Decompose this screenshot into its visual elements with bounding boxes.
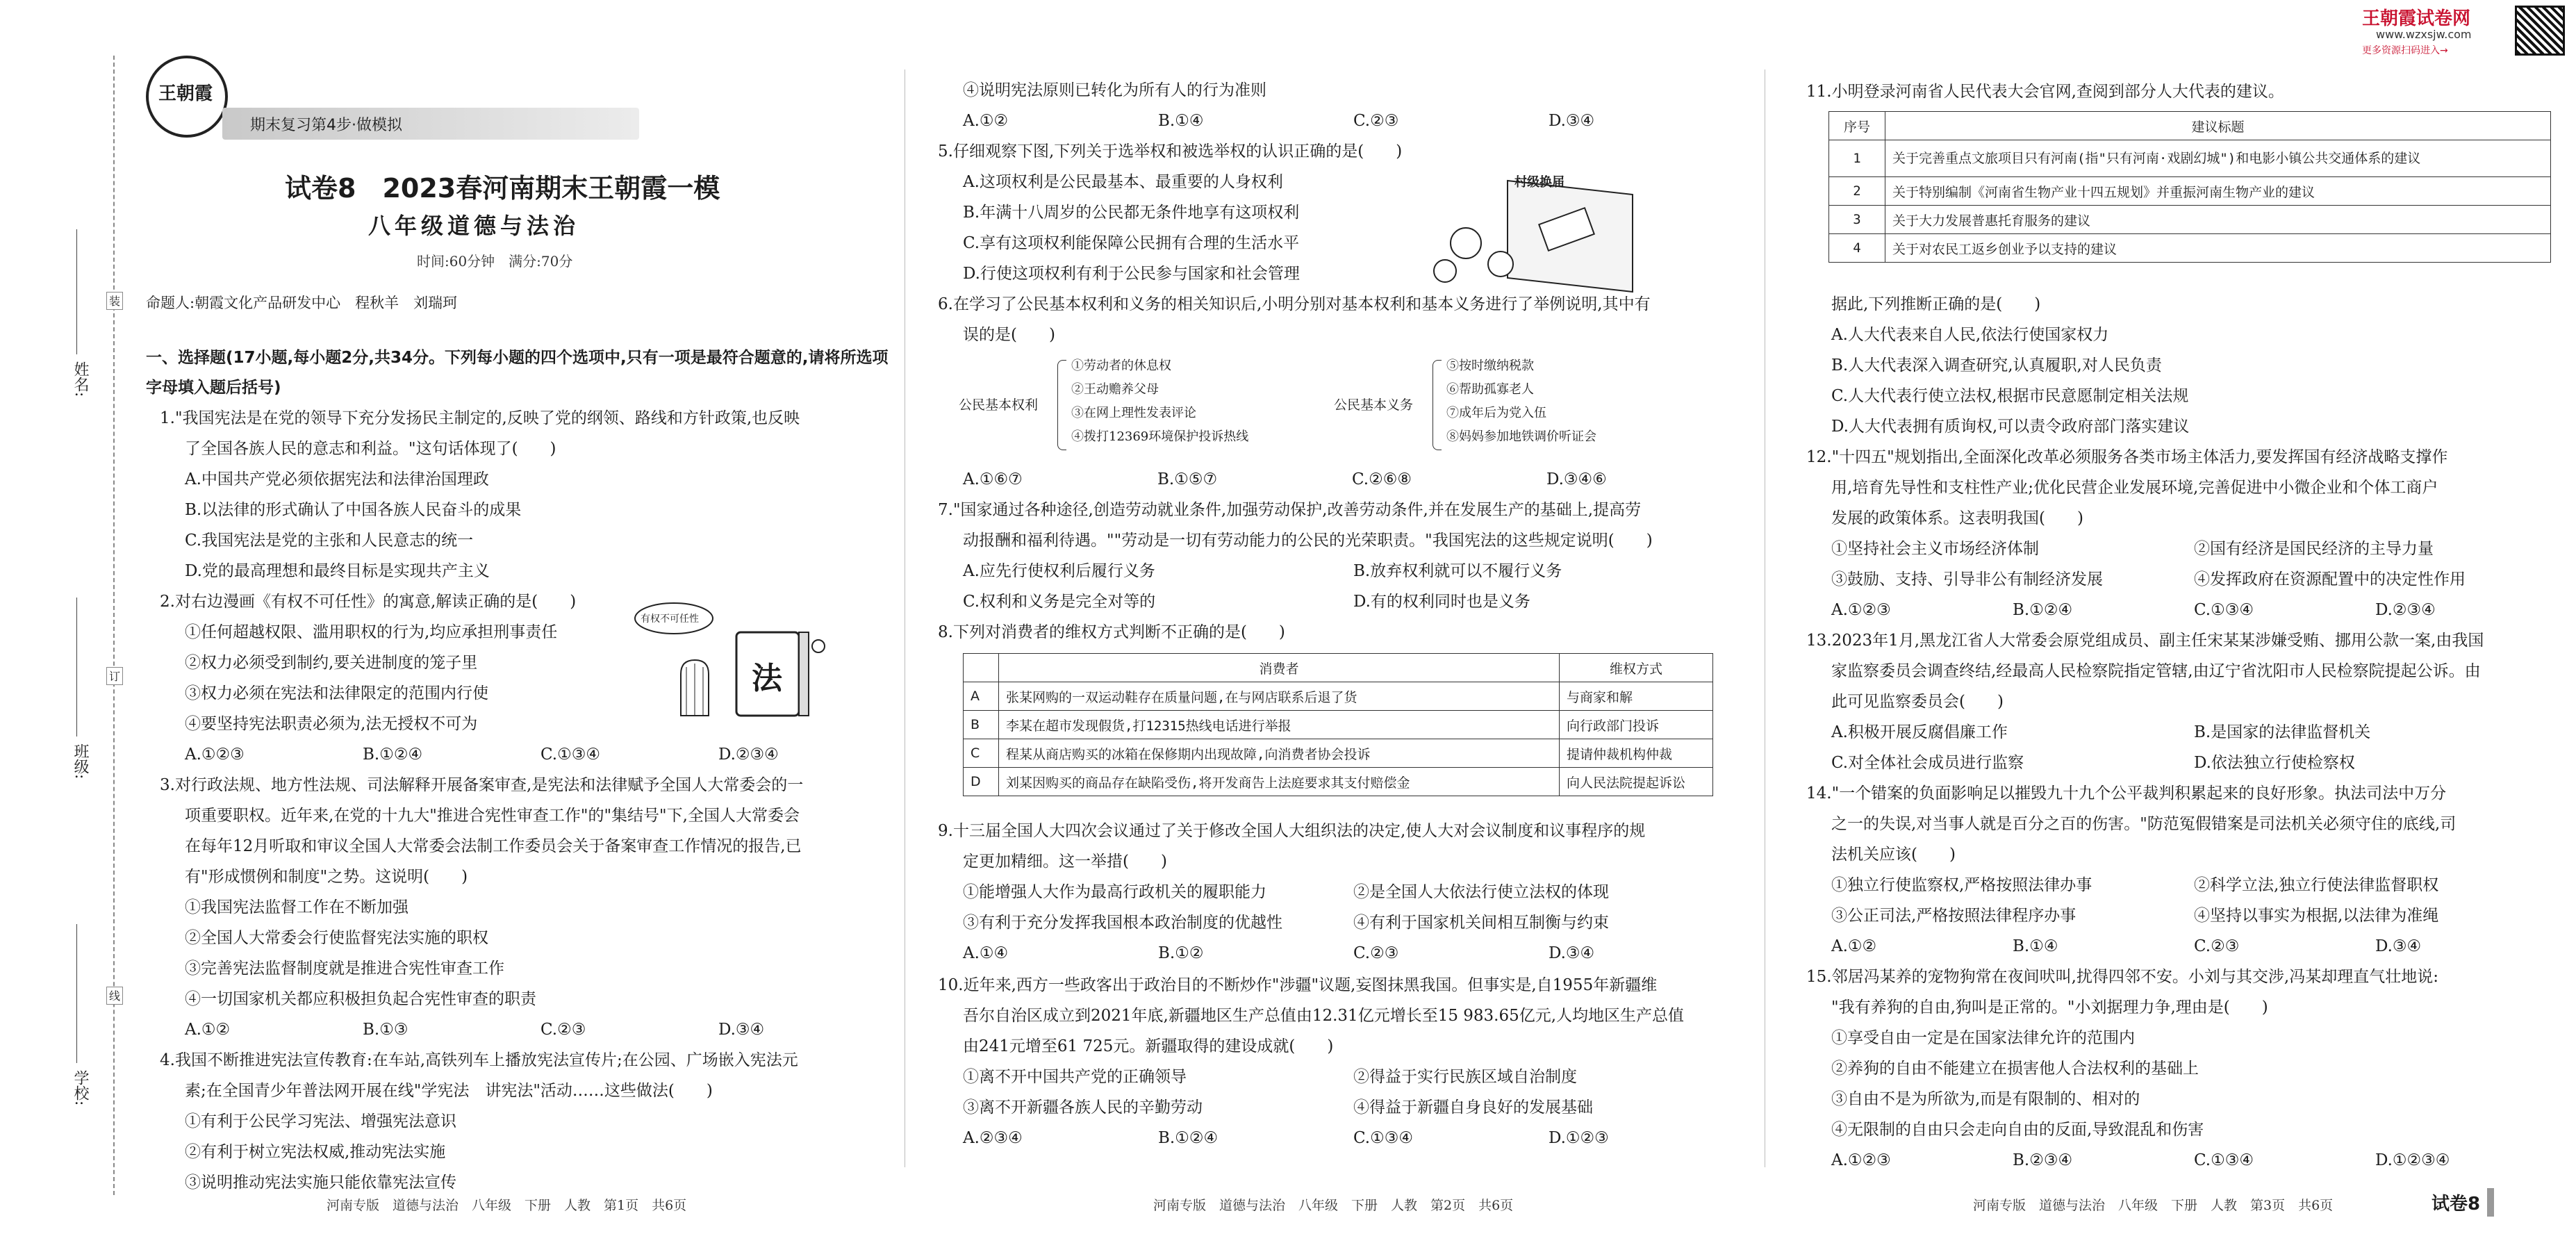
q8-header-consumer: 消费者	[999, 654, 1560, 682]
q9-line-2: 定更加精细。这一举措( )	[963, 853, 1167, 871]
table-row	[964, 711, 1713, 739]
q11-header-no: 序号	[1829, 112, 1885, 140]
q9-options	[938, 938, 1744, 969]
q3-option-c[interactable]: C.②③	[540, 1021, 586, 1039]
q10-item-4: ④得益于新疆自身良好的发展基础	[1353, 1098, 1593, 1117]
q2-cartoon	[632, 598, 841, 730]
rights-brace	[1057, 360, 1066, 450]
q2-option-a[interactable]: A.①②③	[185, 746, 245, 764]
q12-items-row-2	[1806, 564, 2557, 595]
q12-line-1: 12."十四五"规划指出,全面深化改革必须服务各类市场主体活力,要发挥国有经济战略支撑作	[1806, 448, 2448, 466]
q13-option-b[interactable]: B.是国家的法律监督机关	[2194, 723, 2371, 741]
q4-option-b[interactable]: B.①④	[1158, 112, 1204, 130]
q7-option-d[interactable]: D.有的权利同时也是义务	[1353, 593, 1530, 611]
binding-seal-3: 线	[106, 987, 123, 1005]
q8-header-method: 维权方式	[1560, 654, 1713, 682]
q10-option-d[interactable]: D.①②③	[1549, 1129, 1609, 1147]
q9-item-4: ④有利于国家机关间相互制衡与约束	[1353, 914, 1609, 932]
class-underline[interactable]	[76, 598, 77, 736]
question-12	[1806, 442, 2557, 625]
q3-item-1: ①我国宪法监督工作在不断加强	[185, 898, 408, 916]
question-10	[938, 970, 1744, 1153]
q12-option-c[interactable]: C.①③④	[2194, 601, 2254, 619]
q2-option-d[interactable]: D.②③④	[718, 746, 779, 764]
q8-table	[963, 653, 1713, 796]
brand-logo	[146, 56, 228, 138]
q3-option-a[interactable]: A.①②	[185, 1021, 231, 1039]
q2-options	[160, 739, 896, 770]
q3-line-3: 在每年12月听取和审议全国人大常委会法制工作委员会关于备案审查工作情况的报告,已	[185, 837, 802, 855]
q15-item-4: ④无限制的自由只会走向自由的反面,导致混乱和伤害	[1831, 1121, 2204, 1139]
paper-title: 试卷8 2023春河南期末王朝霞一模	[285, 173, 720, 204]
q14-item-3: ③公正司法,严格按照法律程序办事	[1831, 907, 2077, 925]
q11-table-header	[1829, 112, 2551, 140]
school-underline[interactable]	[76, 924, 77, 1063]
q13-line-1: 13.2023年1月,黑龙江省人大常委会原党组成员、副主任宋某某涉嫌受贿、挪用公款一案,由我国	[1806, 632, 2484, 650]
q11-header-title: 建议标题	[1885, 112, 2551, 140]
q5-option-a[interactable]: A.这项权利是公民最基本、最重要的人身权利	[963, 173, 1283, 191]
table-row	[1829, 140, 2551, 177]
binding-seal-2: 订	[106, 667, 123, 685]
q7-option-a[interactable]: A.应先行使权利后履行义务	[963, 562, 1155, 580]
duties-brace	[1433, 360, 1442, 450]
q8-row-method: 提请仲裁机构仲裁	[1560, 739, 1713, 768]
q5-option-b[interactable]: B.年满十八周岁的公民都无条件地享有这项权利	[963, 204, 1300, 222]
q8-row-method: 向行政部门投诉	[1560, 711, 1713, 739]
q14-item-1: ①独立行使监察权,严格按照法律办事	[1831, 876, 2092, 894]
q10-items-row-2	[938, 1092, 1744, 1123]
q4-item-4: ④说明宪法原则已转化为所有人的行为准则	[963, 81, 1266, 99]
q9-items-row-2	[938, 907, 1744, 938]
q13-option-c[interactable]: C.对全体社会成员进行监察	[1831, 754, 2024, 772]
q15-option-c[interactable]: C.①③④	[2194, 1151, 2254, 1169]
rights-label: 公民基本权利	[959, 397, 1039, 413]
q8-row-label: B	[964, 711, 999, 739]
q11-row-title: 关于对农民工返乡创业予以支持的建议	[1885, 234, 2551, 263]
qr-code[interactable]	[2515, 6, 2565, 56]
q15-item-2: ②养狗的自由不能建立在损害他人合法权利的基础上	[1831, 1060, 2199, 1078]
brand-block	[2362, 4, 2563, 60]
binding-seal-1: 装	[106, 292, 123, 310]
q4-item-2: ②有利于树立宪法权威,推动宪法实施	[185, 1143, 446, 1161]
q2-item-4: ④要坚持宪法职责必须为,法无授权不可为	[185, 715, 478, 733]
q13-option-a[interactable]: A.积极开展反腐倡廉工作	[1831, 723, 2008, 741]
q4-line-2: 素;在全国青少年普法网开展在线"学宪法 讲宪法"活动……这些做法( )	[185, 1082, 713, 1100]
q4-continued	[938, 75, 1744, 136]
q5-image-caption: 村级换届	[1514, 175, 1564, 190]
step-label: 期末复习第4步·做模拟	[250, 117, 402, 134]
duties-item-2: ⑥帮助孤寡老人	[1446, 382, 1534, 397]
q15-line-2: "我有养狗的自由,狗叫是正常的。"小刘据理力争,理由是( )	[1831, 998, 2268, 1016]
q9-option-a[interactable]: A.①④	[963, 944, 1009, 962]
q15-option-b[interactable]: B.②③④	[2013, 1151, 2073, 1169]
cartoon-bubble-text: 有权不可任性	[641, 614, 699, 625]
q3-item-2: ②全国人大常委会行使监督宪法实施的职权	[185, 929, 488, 947]
q11-row-no: 1	[1829, 140, 1885, 177]
paper-tag: 试卷8	[2425, 1188, 2494, 1217]
q10-option-c[interactable]: C.①③④	[1353, 1129, 1413, 1147]
q9-line-1: 9.十三届全国人大四次会议通过了关于修改全国人大组织法的决定,使人大对会议制度和议事程序的规	[938, 822, 1646, 840]
q12-option-b[interactable]: B.①②④	[2013, 601, 2073, 619]
q1-option-a[interactable]: A.中国共产党必须依据宪法和法律治国理政	[185, 470, 489, 488]
q8-row-consumer: 刘某因购买的商品存在缺陷受伤,将开发商告上法庭要求其支付赔偿金	[999, 768, 1560, 796]
question-1	[160, 403, 896, 586]
q14-line-1: 14."一个错案的负面影响足以摧毁九十九个公平裁判积累起来的良好形象。执法司法中万分	[1806, 784, 2447, 802]
q10-line-1: 10.近年来,西方一些政客出于政治目的不断炒作"涉疆"议题,妄图抹黑我国。但事实是,自1955年新疆维	[938, 976, 1658, 994]
q14-option-d[interactable]: D.③④	[2375, 937, 2422, 955]
q4-option-c[interactable]: C.②③	[1353, 112, 1399, 130]
q6-option-c[interactable]: C.②⑥⑧	[1352, 470, 1412, 488]
q8-row-method: 向人民法院提起诉讼	[1560, 768, 1713, 796]
q2-option-c[interactable]: C.①③④	[540, 746, 600, 764]
table-row	[964, 768, 1713, 796]
q2-item-2: ②权力必须受到制约,要关进制度的笼子里	[185, 654, 478, 672]
question-13	[1806, 625, 2557, 778]
q2-option-b[interactable]: B.①②④	[363, 746, 423, 764]
q14-option-a[interactable]: A.①②	[1831, 937, 1877, 955]
q1-option-d[interactable]: D.党的最高理想和最终目标是实现共产主义	[185, 562, 490, 580]
q3-line-1: 3.对行政法规、地方性法规、司法解释开展备案审查,是宪法和法律赋予全国人大常委会的一	[160, 776, 804, 794]
q15-options	[1806, 1145, 2557, 1176]
duties-item-1: ⑤按时缴纳税款	[1446, 359, 1534, 373]
brand-slogan: 更多资源扫码进入→	[2362, 45, 2448, 56]
q9-item-1: ①能增强人大作为最高行政机关的履职能力	[963, 883, 1266, 901]
duties-items	[1446, 354, 1596, 449]
question-14	[1806, 778, 2557, 962]
question-6	[938, 289, 1744, 350]
q9-option-d[interactable]: D.③④	[1549, 944, 1595, 962]
q12-item-1: ①坚持社会主义市场经济体制	[1831, 540, 2039, 558]
q8-row-method: 与商家和解	[1560, 682, 1713, 711]
q14-options	[1806, 931, 2557, 962]
q11-continued	[1806, 289, 2557, 442]
q10-option-b[interactable]: B.①②④	[1158, 1129, 1219, 1147]
q11-option-d[interactable]: D.人大代表拥有质询权,可以责令政府部门落实建议	[1831, 418, 2190, 436]
authors: 命题人:朝霞文化产品研发中心 程秋羊 刘瑞珂	[146, 295, 458, 311]
q4-option-d[interactable]: D.③④	[1549, 112, 1595, 130]
q11-option-a[interactable]: A.人大代表来自人民,依法行使国家权力	[1831, 326, 2109, 344]
table-row	[964, 739, 1713, 768]
q14-item-4: ④坚持以事实为根据,以法律为准绳	[2194, 907, 2439, 925]
q14-items-row-2	[1806, 900, 2557, 931]
q10-item-1: ①离不开中国共产党的正确领导	[963, 1068, 1187, 1086]
q3-item-3: ③完善宪法监督制度就是推进合宪性审查工作	[185, 960, 504, 978]
q15-option-a[interactable]: A.①②③	[1831, 1151, 1891, 1169]
q14-option-b[interactable]: B.①④	[2013, 937, 2058, 955]
q11-stem: 11.小明登录河南省人民代表大会官网,查阅到部分人大代表的建议。	[1806, 83, 2284, 101]
question-5	[938, 136, 1508, 289]
q4-item-1: ①有利于公民学习宪法、增强宪法意识	[185, 1112, 456, 1130]
q15-option-d[interactable]: D.①②③④	[2375, 1151, 2450, 1169]
page-2	[931, 0, 1751, 1243]
q11-option-c[interactable]: C.人大代表行使立法权,根据市民意愿制定相关法规	[1831, 387, 2189, 405]
q9-item-2: ②是全国人大依法行使立法权的体现	[1353, 883, 1609, 901]
q6-options	[963, 464, 1741, 495]
q5-stem: 5.仔细观察下图,下列关于选举权和被选举权的认识正确的是( )	[938, 142, 1403, 160]
q4-item-3: ③说明推动宪法实施只能依靠宪法宣传	[185, 1174, 456, 1192]
school-label: 学校:	[72, 1070, 89, 1106]
page-3	[1792, 0, 2570, 1243]
page-3-footer: 河南专版 道德与法治 八年级 下册 人教 第3页 共6页	[1973, 1198, 2334, 1213]
q3-line-4: 有"形成惯例和制度"之势。这说明( )	[185, 868, 468, 886]
question-7	[938, 495, 1744, 617]
q14-option-c[interactable]: C.②③	[2194, 937, 2240, 955]
question-4	[160, 1045, 896, 1198]
q5-option-c[interactable]: C.享有这项权利能保障公民拥有合理的生活水平	[963, 234, 1300, 252]
q7-line-1: 7."国家通过各种途径,创造劳动就业条件,加强劳动保护,改善劳动条件,并在发展生产的基础上,提高劳	[938, 501, 1642, 519]
q13-options-row-1	[1806, 717, 2557, 748]
q3-option-b[interactable]: B.①③	[363, 1021, 408, 1039]
q11-row-no: 3	[1829, 206, 1885, 234]
q12-items-row-1	[1806, 534, 2557, 564]
q2-item-3: ③权力必须在宪法和法律限定的范围内行使	[185, 684, 488, 702]
duties-label: 公民基本义务	[1334, 397, 1414, 413]
q11-after: 据此,下列推断正确的是( )	[1831, 295, 2041, 313]
q13-options-row-2	[1806, 748, 2557, 778]
class-label: 班级:	[72, 743, 89, 780]
page-2-footer: 河南专版 道德与法治 八年级 下册 人教 第2页 共6页	[1153, 1198, 1514, 1213]
q1-line-1: 1."我国宪法是在党的领导下充分发扬民主制定的,反映了党的纲领、路线和方针政策,也反映	[160, 409, 800, 427]
q11-row-title: 关于特别编制《河南省生物产业十四五规划》并重振河南生物产业的建议	[1885, 177, 2551, 206]
q3-option-d[interactable]: D.③④	[718, 1021, 765, 1039]
q13-line-3: 此可见监察委员会( )	[1831, 693, 2004, 711]
q11-row-no: 2	[1829, 177, 1885, 206]
q3-options	[160, 1014, 896, 1045]
q13-option-d[interactable]: D.依法独立行使检察权	[2194, 754, 2355, 772]
rights-item-4: ④拨打12369环境保护投诉热线	[1071, 429, 1249, 444]
rights-item-3: ③在网上理性发表评论	[1071, 406, 1196, 420]
q1-line-2: 了全国各族人民的意志和利益。"这句话体现了( )	[185, 440, 556, 458]
q8-row-consumer: 程某从商店购买的冰箱在保修期内出现故障,向消费者协会投诉	[999, 739, 1560, 768]
table-row	[1829, 177, 2551, 206]
rights-item-2: ②王动赡养父母	[1071, 382, 1159, 397]
table-row	[1829, 234, 2551, 263]
q4-line-1: 4.我国不断推进宪法宣传教育:在车站,高铁列车上播放宪法宣传片;在公园、广场嵌入宪法元	[160, 1051, 798, 1069]
q5-option-d[interactable]: D.行使这项权利有利于公民参与国家和社会管理	[963, 265, 1300, 283]
q11-row-title: 关于完善重点文旅项目只有河南(指"只有河南·戏剧幻城")和电影小镇公共交通体系的建议	[1885, 140, 2551, 177]
q6-option-b[interactable]: B.①⑤⑦	[1157, 470, 1218, 488]
q10-line-3: 由241元增至61 725元。新疆取得的建设成就( )	[963, 1037, 1334, 1055]
q10-option-a[interactable]: A.②③④	[963, 1129, 1023, 1147]
step-banner	[222, 108, 639, 140]
q9-option-b[interactable]: B.①②	[1158, 944, 1204, 962]
q15-line-1: 15.邻居冯某养的宠物狗常在夜间吠叫,扰得四邻不安。小刘与其交涉,冯某却理直气壮地说:	[1806, 968, 2438, 986]
q10-item-2: ②得益于实行民族区域自治制度	[1353, 1068, 1577, 1086]
q7-option-c[interactable]: C.权利和义务是完全对等的	[963, 593, 1156, 611]
q13-line-2: 家监察委员会调查终结,经最高人民检察院指定管辖,由辽宁省沈阳市人民检察院提起公诉。由	[1831, 662, 2481, 680]
section-1-heading: 一、选择题(17小题,每小题2分,共34分。下列每小题的四个选项中,只有一项是最符合题意的,请将所选项字母填入题后括号)	[146, 349, 889, 397]
q8-row-label: D	[964, 768, 999, 796]
q15-item-1: ①享受自由一定是在国家法律允许的范围内	[1831, 1029, 2135, 1047]
q8-row-consumer: 李某在超市发现假货,打12315热线电话进行举报	[999, 711, 1560, 739]
q9-option-c[interactable]: C.②③	[1353, 944, 1399, 962]
q11-table	[1828, 111, 2551, 263]
q12-options	[1806, 595, 2557, 625]
binding-margin	[42, 56, 118, 1195]
q12-option-a[interactable]: A.①②③	[1831, 601, 1891, 619]
brand-name: 王朝霞试卷网	[2362, 8, 2471, 29]
q10-items-row-1	[938, 1062, 1744, 1092]
page-1-footer: 河南专版 道德与法治 八年级 下册 人教 第1页 共6页	[327, 1198, 687, 1213]
q12-line-2: 用,培育先导性和支柱性产业;优化民营企业发展环境,完善促进中小微企业和个体工商户	[1831, 479, 2438, 497]
q6-option-d[interactable]: D.③④⑥	[1546, 470, 1607, 488]
q14-line-2: 之一的失误,对当事人就是百分之百的伤害。"防范冤假错案是司法机关必须守住的底线,司	[1831, 815, 2457, 833]
q12-option-d[interactable]: D.②③④	[2375, 601, 2436, 619]
q2-stem: 2.对右边漫画《有权不可任性》的寓意,解读正确的是( )	[160, 593, 577, 611]
page-1	[146, 0, 903, 1243]
paper-subject: 八年级道德与法治	[368, 213, 580, 239]
q6-line-1: 6.在学习了公民基本权利和义务的相关知识后,小明分别对基本权利和基本义务进行了举例说明,其中有	[938, 295, 1651, 313]
cartoon-book-text: 法	[752, 661, 782, 696]
q8-stem: 8.下列对消费者的维权方式判断不正确的是( )	[938, 623, 1285, 641]
brand-url: www.wzxsjw.com	[2376, 28, 2472, 41]
question-9	[938, 816, 1744, 969]
q8-row-label: A	[964, 682, 999, 711]
name-label: 姓名:	[72, 361, 89, 397]
q1-option-c[interactable]: C.我国宪法是党的主张和人民意志的统一	[185, 532, 474, 550]
time-score: 时间:60分钟 满分:70分	[417, 253, 573, 270]
table-row	[1829, 206, 2551, 234]
binding-dashed-line	[113, 56, 115, 1195]
q8-row-consumer: 张某网购的一双运动鞋存在质量问题,在与网店联系后退了货	[999, 682, 1560, 711]
table-row	[964, 682, 1713, 711]
q11-row-title: 关于大力发展普惠托育服务的建议	[1885, 206, 2551, 234]
q11-option-b[interactable]: B.人大代表深入调查研究,认真履职,对人民负责	[1831, 356, 2162, 374]
rights-item-1: ①劳动者的休息权	[1071, 359, 1171, 373]
q12-item-2: ②国有经济是国民经济的主导力量	[2194, 540, 2434, 558]
q10-item-3: ③离不开新疆各族人民的辛勤劳动	[963, 1098, 1203, 1117]
q12-line-3: 发展的政策体系。这表明我国( )	[1831, 509, 2083, 527]
q2-item-1: ①任何超越权限、滥用职权的行为,均应承担刑事责任	[185, 623, 558, 641]
question-11	[1806, 76, 2557, 107]
q9-items-row-1	[938, 877, 1744, 907]
duties-item-3: ⑦成年后为党入伍	[1446, 406, 1546, 420]
q7-options-row-1	[938, 556, 1744, 586]
duties-item-4: ⑧妈妈参加地铁调价听证会	[1446, 429, 1596, 444]
q11-row-no: 4	[1829, 234, 1885, 263]
q10-options	[938, 1123, 1744, 1153]
q7-options-row-2	[938, 586, 1744, 617]
question-8	[938, 617, 1744, 648]
question-3	[160, 770, 896, 1045]
q10-line-2: 吾尔自治区成立到2021年底,新疆地区生产总值由12.31亿元增长至15 983.65亿元,人均地区生产总值	[963, 1007, 1685, 1025]
q7-option-b[interactable]: B.放弃权利就可以不履行义务	[1353, 562, 1562, 580]
q6-diagram	[959, 354, 1737, 459]
q12-item-3: ③鼓励、支持、引导非公有制经济发展	[1831, 570, 2103, 588]
logo-text: 王朝霞	[158, 83, 213, 104]
q14-line-3: 法机关应该( )	[1831, 846, 1956, 864]
name-underline[interactable]	[76, 229, 77, 354]
rights-items	[1071, 354, 1248, 449]
q4-options	[938, 106, 1744, 136]
q1-option-b[interactable]: B.以法律的形式确认了中国各族人民奋斗的成果	[185, 501, 522, 519]
q3-line-2: 项重要职权。近年来,在党的十九大"推进合宪性审查工作"的"集结号"下,全国人大常委会	[185, 807, 800, 825]
q6-option-a[interactable]: A.①⑥⑦	[963, 470, 1023, 488]
q5-illustration	[1424, 167, 1660, 299]
q15-item-3: ③自由不是为所欲为,而是有限制的、相对的	[1831, 1090, 2140, 1108]
q14-items-row-1	[1806, 870, 2557, 900]
q14-item-2: ②科学立法,独立行使法律监督职权	[2194, 876, 2439, 894]
q3-item-4: ④一切国家机关都应积极担负起合宪性审查的职责	[185, 990, 536, 1008]
q6-line-2: 误的是( )	[963, 326, 1055, 344]
q8-table-header	[964, 654, 1713, 682]
q9-item-3: ③有利于充分发挥我国根本政治制度的优越性	[963, 914, 1282, 932]
q8-header-blank	[964, 654, 999, 682]
q4-option-a[interactable]: A.①②	[963, 112, 1009, 130]
q12-item-4: ④发挥政府在资源配置中的决定性作用	[2194, 570, 2466, 588]
q7-line-2: 动报酬和福利待遇。""劳动是一切有劳动能力的公民的光荣职责。"我国宪法的这些规定说明( )	[963, 532, 1653, 550]
question-15	[1806, 962, 2557, 1176]
q8-row-label: C	[964, 739, 999, 768]
